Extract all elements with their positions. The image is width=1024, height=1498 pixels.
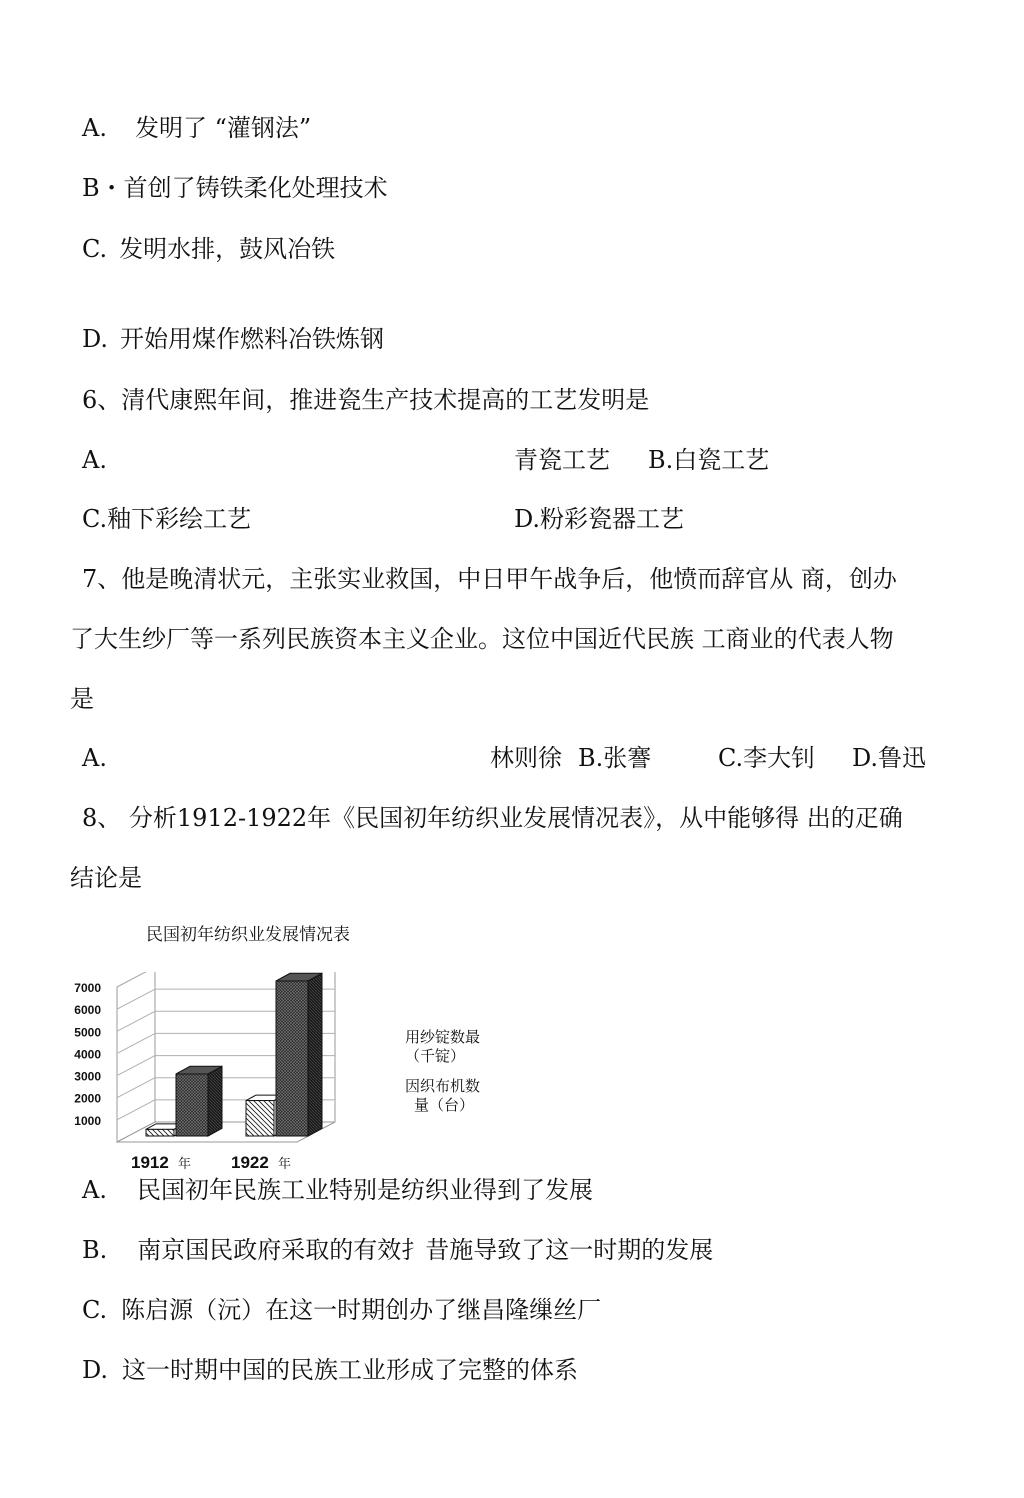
x-category-suffix: 年 [278,1156,292,1171]
bar-chart [60,972,440,1172]
option-letter: C. [82,1296,108,1324]
q7-stem-line3: 是 [70,685,94,713]
option-text: 首创了铸铁柔化处理技术 [123,174,388,202]
y-tick-label: 4000 [74,1047,101,1062]
y-tick-label: 5000 [74,1025,101,1040]
q5-option-b [82,173,388,203]
option-letter: B. [82,1236,108,1264]
legend-series-1-line2: （千锭） [405,1047,466,1065]
q6-stem: 6、清代康熙年间，推进瓷生产技术提高的工艺发明是 [82,386,650,414]
legend-series-2-line2: 量（台） [414,1096,475,1114]
legend-series-2-line1: 因织布机数 [405,1077,481,1095]
q8-option-b [82,1235,713,1265]
x-category-label: 1912 [131,1153,169,1172]
bar-side [308,973,322,1136]
option-text: 发明了 “灌钢法” [134,114,312,142]
x-axis-categories [131,1153,291,1172]
option-text: 开始用煤作燃料冶铁炼钢 [120,325,385,353]
q8-option-a [82,1175,593,1205]
x-category-label: 1922 [231,1153,269,1172]
q7-option-a-text: 林则徐 [490,744,562,772]
option-text: 陈启源（沅）在这一时期创办了继昌隆缫丝厂 [121,1296,602,1324]
q6-option-a-text: 青瓷工艺 [514,446,610,474]
q5-option-d [82,324,384,354]
bar-front [246,1101,274,1136]
q8-option-c [82,1295,601,1325]
q7-option-a-letter: A. [82,744,107,772]
x-category-suffix: 年 [178,1156,192,1171]
option-letter: D. [82,325,109,353]
bar-series1-1922 [276,973,322,1136]
q6-option-b: B.白瓷工艺 [648,446,770,474]
legend-series-1-line1: 用纱锭数最 [405,1028,481,1046]
q8-option-d [82,1355,578,1385]
q7-option-c: C.李大钊 [718,744,816,772]
option-text: 这一时期中国的民族工业形成了完整的体系 [122,1356,579,1384]
option-text: 发明水排，鼓风冶铁 [119,235,336,263]
bar-side [208,1066,222,1136]
y-tick-label: 1000 [74,1113,101,1128]
bar-series1-1912 [176,1066,222,1136]
q5-option-c [82,234,335,264]
q8-stem-line1: 8、 分析1912-1922年《民国初年纺织业发展情况表》，从中能够得 出的疋确 [82,804,903,832]
y-tick-label: 6000 [74,1003,101,1018]
y-tick-label: 2000 [74,1091,101,1106]
q7-option-d: D.鲁迅 [852,744,927,772]
option-letter: B・ [82,174,124,202]
y-axis-ticks [74,981,101,1128]
y-tick-label: 7000 [74,981,101,995]
bar-front [146,1129,174,1136]
option-letter: A. [82,1176,107,1204]
option-letter: A. [82,114,107,142]
q6-option-a-letter: A. [82,446,107,474]
q5-option-a [82,113,311,143]
q8-stem-line2: 结论是 [70,864,142,892]
option-letter: D. [82,1356,109,1384]
option-text: 民国初年民族工业特别是纺织业得到了发展 [136,1176,593,1204]
bar-front [176,1074,208,1136]
q7-option-b: B.张謇 [578,744,652,772]
bar-front [276,981,308,1136]
q6-option-c: C.釉下彩绘工艺 [82,505,252,533]
q7-stem-line1: 7、他是晚清状元，主张实业救国，中日甲午战争后，他愤而辞官从 商，创办 [82,565,897,593]
y-tick-label: 3000 [74,1069,101,1084]
option-text: 南京国民政府采取的有效扌昔施导致了这一时期的发展 [137,1236,714,1264]
q6-option-d: D.粉彩瓷器工艺 [514,505,685,533]
q7-stem-line2: 了大生纱厂等一系列民族资本主义企业。这位中国近代民族 工商业的代表人物 [70,625,894,653]
chart-title: 民国初年纺织业发展情况表 [146,925,350,945]
option-letter: C. [82,235,108,263]
